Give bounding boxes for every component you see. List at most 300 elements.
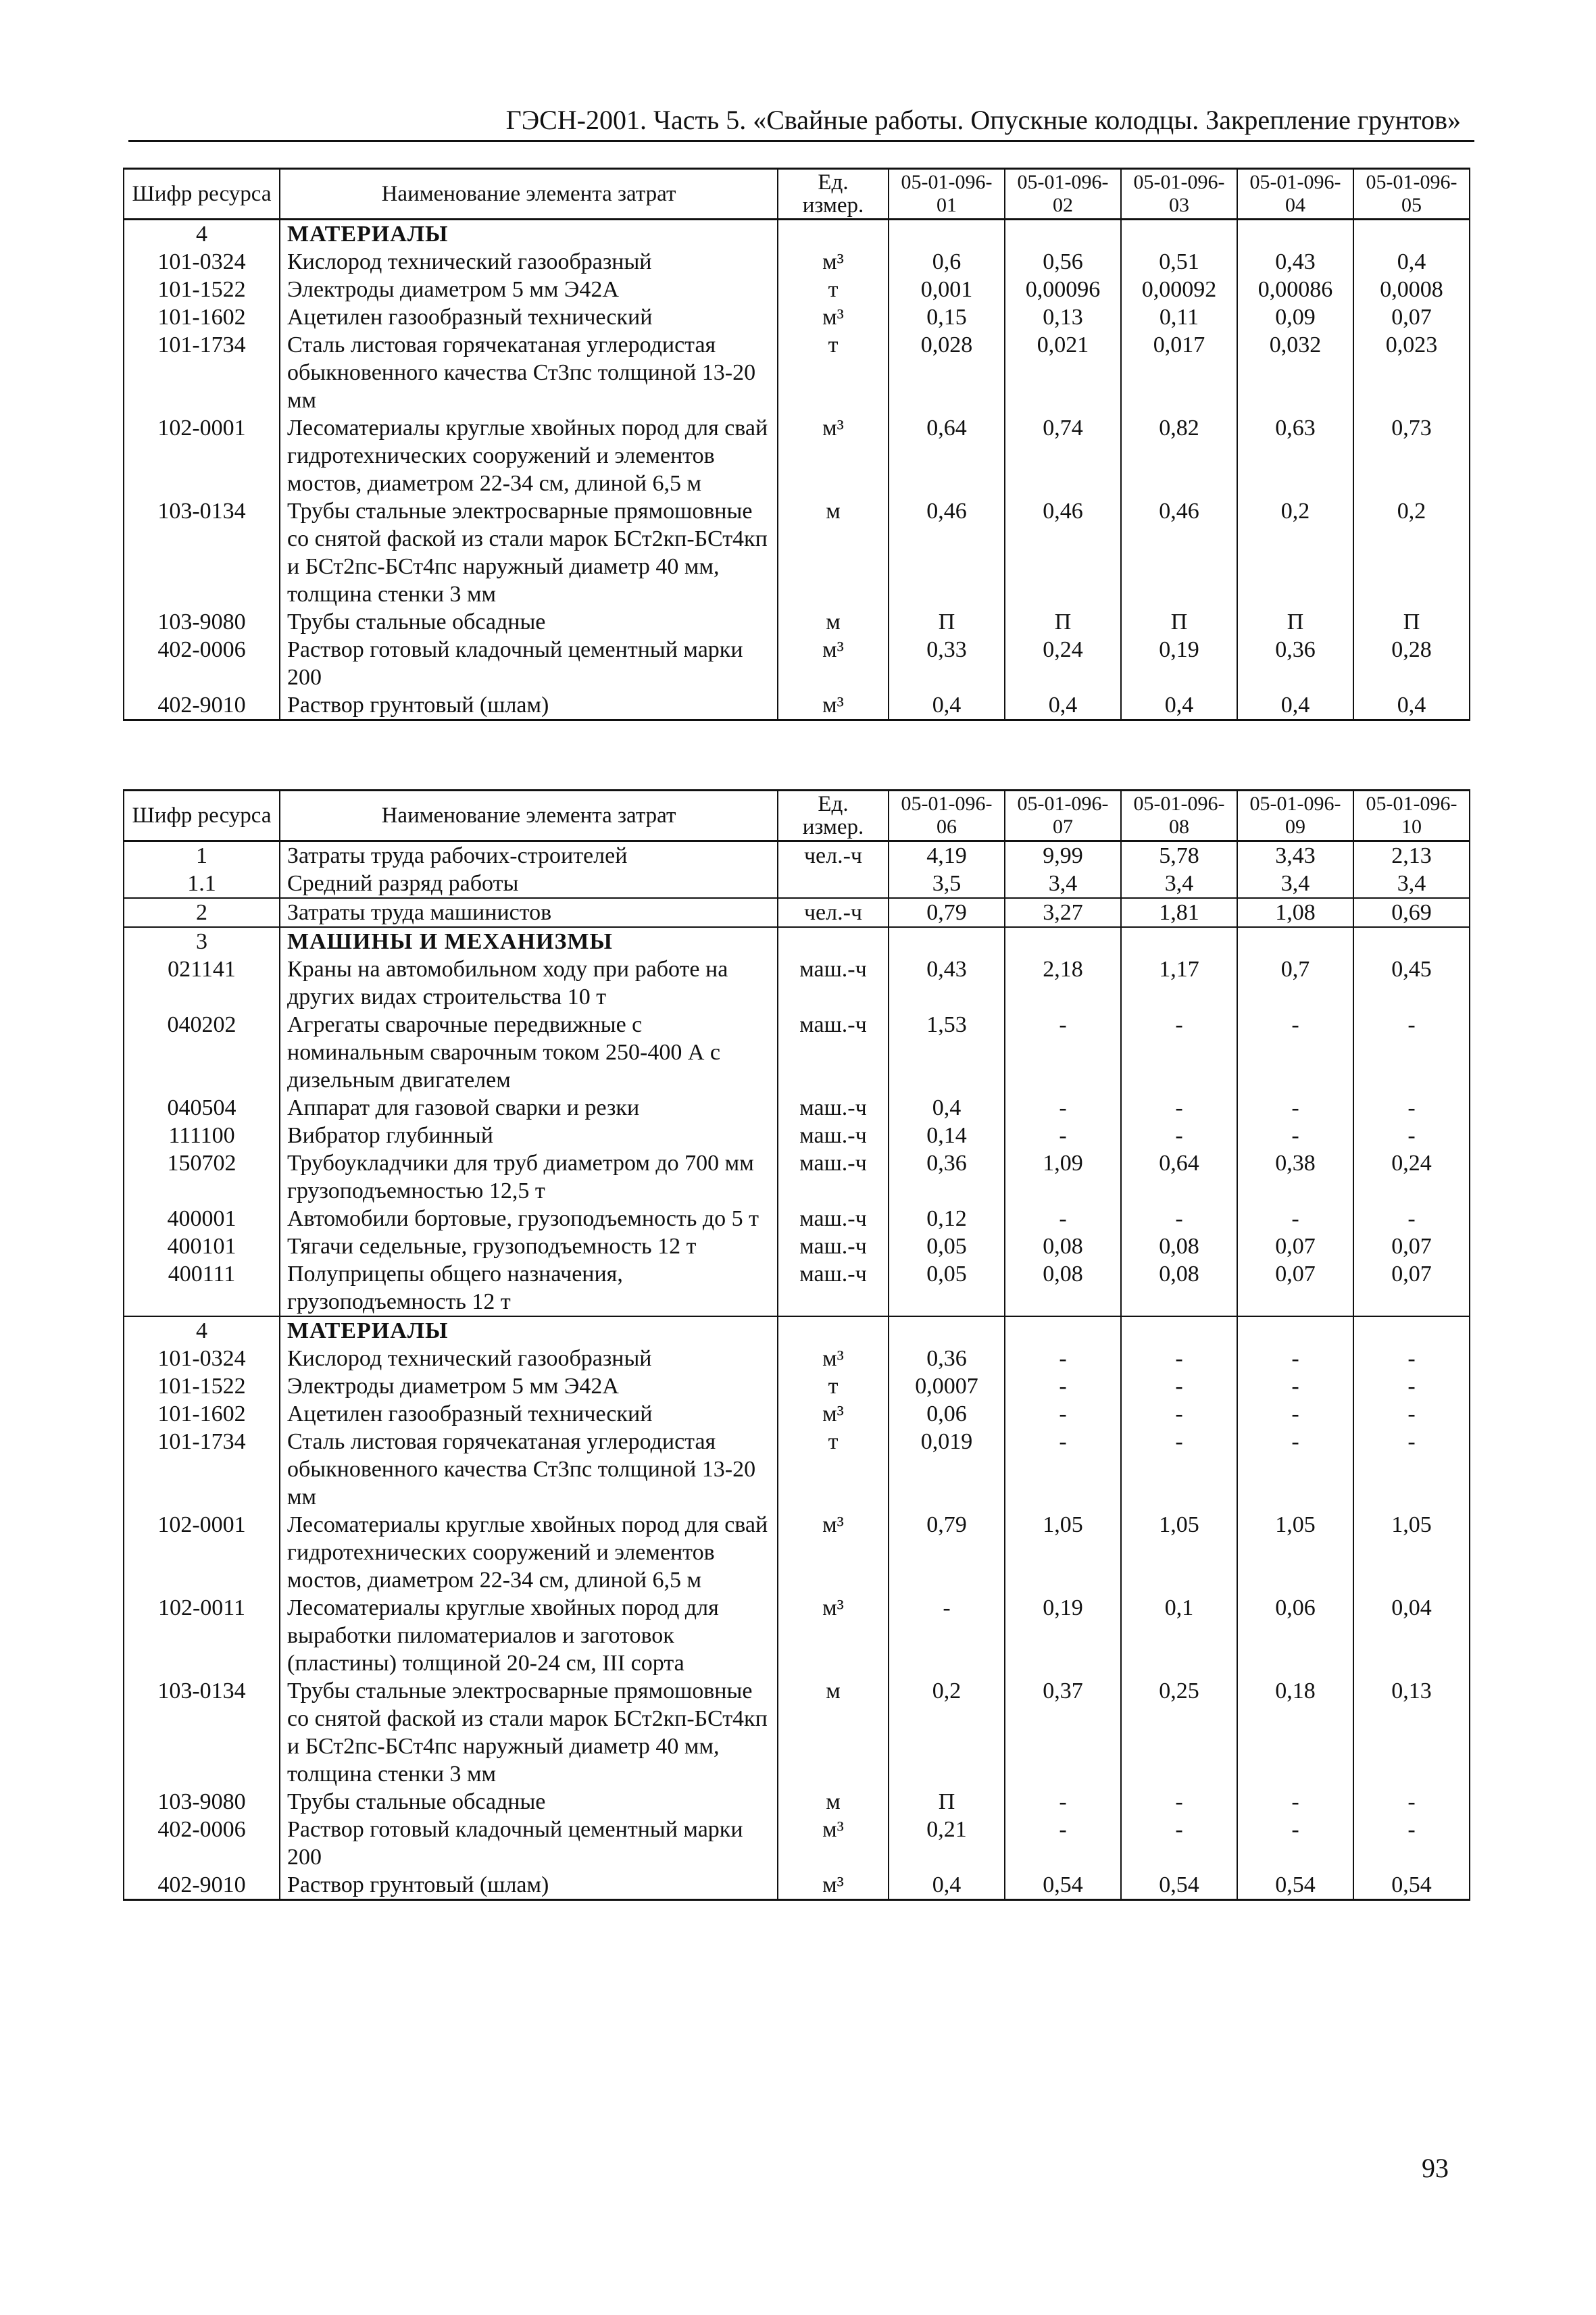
value-cell (1005, 1316, 1121, 1345)
resource-name: Тягачи седельные, грузоподъемность 12 т (280, 1233, 778, 1260)
value-cell: 0,13 (1353, 1677, 1470, 1788)
value-cell (889, 220, 1005, 249)
value-cell: 0,00092 (1121, 276, 1237, 303)
resource-code: 101-1734 (124, 1428, 280, 1511)
value-cell: 0,4 (1237, 691, 1353, 720)
resource-table-1-body (124, 169, 1470, 720)
value-cell: - (1237, 1345, 1353, 1372)
value-cell: - (1237, 1011, 1353, 1094)
table-row (124, 220, 1470, 249)
value-cell (1353, 1316, 1470, 1345)
value-cell: 0,19 (1121, 636, 1237, 691)
value-cell: - (1353, 1788, 1470, 1816)
table-row (124, 1149, 1470, 1205)
resource-name: Ацетилен газообразный технический (280, 303, 778, 331)
resource-code: 040504 (124, 1094, 280, 1122)
resource-name: Затраты труда рабочих-строителей (280, 841, 778, 870)
table-row (124, 1205, 1470, 1233)
resource-code: 2 (124, 898, 280, 927)
resource-code: 150702 (124, 1149, 280, 1205)
header-col-3: 05-01-096-08 (1121, 791, 1237, 841)
value-cell: - (1005, 1788, 1121, 1816)
unit-cell: маш.-ч (778, 1260, 889, 1316)
resource-code: 4 (124, 220, 280, 249)
table-row (124, 1316, 1470, 1345)
value-cell: 3,4 (1121, 870, 1237, 898)
value-cell: - (1353, 1011, 1470, 1094)
value-cell: 0,36 (889, 1345, 1005, 1372)
resource-name: Ацетилен газообразный технический (280, 1400, 778, 1428)
header-code: Шифр ресурса (124, 169, 280, 220)
resource-code: 103-9080 (124, 1788, 280, 1816)
resource-name: Автомобили бортовые, грузоподъемность до 5 т (280, 1205, 778, 1233)
resource-name: Полуприцепы общего назначения, грузоподъемность 12 т (280, 1260, 778, 1316)
value-cell: 3,27 (1005, 898, 1121, 927)
value-cell: - (1005, 1816, 1121, 1871)
unit-cell: т (778, 1428, 889, 1511)
unit-cell: м³ (778, 691, 889, 720)
value-cell: 0,07 (1353, 1233, 1470, 1260)
unit-cell: м³ (778, 1871, 889, 1900)
value-cell (1005, 220, 1121, 249)
resource-code: 103-0134 (124, 497, 280, 608)
resource-name: Затраты труда машинистов (280, 898, 778, 927)
resource-name: Электроды диаметром 5 мм Э42А (280, 276, 778, 303)
value-cell (889, 927, 1005, 955)
unit-cell (778, 870, 889, 898)
value-cell: 0,4 (1005, 691, 1121, 720)
value-cell: 0,24 (1005, 636, 1121, 691)
value-cell: - (1121, 1400, 1237, 1428)
value-cell: - (1005, 1345, 1121, 1372)
value-cell: 0,07 (1237, 1233, 1353, 1260)
value-cell: - (889, 1594, 1005, 1677)
resource-code: 3 (124, 927, 280, 955)
value-cell: 0,06 (889, 1400, 1005, 1428)
table-row (124, 1372, 1470, 1400)
value-cell: - (1353, 1816, 1470, 1871)
value-cell: 0,07 (1353, 1260, 1470, 1316)
value-cell: 0,1 (1121, 1594, 1237, 1677)
value-cell: 0,36 (1237, 636, 1353, 691)
resource-code: 102-0001 (124, 414, 280, 497)
resource-code: 021141 (124, 955, 280, 1011)
value-cell: 0,54 (1237, 1871, 1353, 1900)
value-cell: 0,25 (1121, 1677, 1237, 1788)
value-cell: - (1237, 1428, 1353, 1511)
resource-name: МАТЕРИАЛЫ (280, 1316, 778, 1345)
table-row (124, 1400, 1470, 1428)
value-cell: 0,15 (889, 303, 1005, 331)
value-cell: 0,4 (889, 691, 1005, 720)
header-col-5: 05-01-096-05 (1353, 169, 1470, 220)
unit-cell: м³ (778, 248, 889, 276)
value-cell: 0,43 (1237, 248, 1353, 276)
header-col-1: 05-01-096-01 (889, 169, 1005, 220)
value-cell: - (1237, 1816, 1353, 1871)
value-cell: П (1353, 608, 1470, 636)
unit-cell: маш.-ч (778, 1233, 889, 1260)
resource-code: 101-0324 (124, 1345, 280, 1372)
value-cell: - (1237, 1400, 1353, 1428)
table-row (124, 870, 1470, 898)
value-cell: 0,08 (1005, 1260, 1121, 1316)
table-row (124, 1677, 1470, 1788)
value-cell: - (1121, 1011, 1237, 1094)
header-col-3: 05-01-096-03 (1121, 169, 1237, 220)
value-cell: - (1005, 1372, 1121, 1400)
value-cell: 0,46 (1005, 497, 1121, 608)
value-cell: - (1005, 1011, 1121, 1094)
value-cell: - (1005, 1122, 1121, 1149)
value-cell: - (1005, 1428, 1121, 1511)
resource-code: 102-0011 (124, 1594, 280, 1677)
value-cell (1121, 220, 1237, 249)
unit-cell: т (778, 1372, 889, 1400)
resource-code: 402-9010 (124, 691, 280, 720)
value-cell: - (1121, 1345, 1237, 1372)
value-cell: 0,05 (889, 1233, 1005, 1260)
value-cell: 0,43 (889, 955, 1005, 1011)
value-cell: - (1353, 1428, 1470, 1511)
table-row (124, 955, 1470, 1011)
resource-code: 402-0006 (124, 1816, 280, 1871)
value-cell: 0,64 (889, 414, 1005, 497)
resource-name: МАТЕРИАЛЫ (280, 220, 778, 249)
value-cell (1237, 220, 1353, 249)
unit-cell: т (778, 276, 889, 303)
value-cell: 0,7 (1237, 955, 1353, 1011)
resource-table-2 (123, 789, 1470, 1901)
value-cell: 0,24 (1353, 1149, 1470, 1205)
resource-code: 400001 (124, 1205, 280, 1233)
unit-cell: м (778, 1677, 889, 1788)
value-cell: 0,79 (889, 1511, 1005, 1594)
value-cell: - (1005, 1205, 1121, 1233)
header-col-2: 05-01-096-02 (1005, 169, 1121, 220)
value-cell: 0,74 (1005, 414, 1121, 497)
resource-name: Средний разряд работы (280, 870, 778, 898)
table-row (124, 1511, 1470, 1594)
value-cell: 0,4 (1353, 248, 1470, 276)
value-cell: - (1237, 1205, 1353, 1233)
resource-name: Краны на автомобильном ходу при работе на других видах строительства 10 т (280, 955, 778, 1011)
table-header-row (124, 791, 1470, 841)
resource-name: Аппарат для газовой сварки и резки (280, 1094, 778, 1122)
resource-name: Лесоматериалы круглые хвойных пород для свай гидротехнических сооружений и элементов мостов, диаметром 22-34 см, длиной 6,5 м (280, 1511, 778, 1594)
unit-cell (778, 220, 889, 249)
value-cell (1121, 1316, 1237, 1345)
value-cell: 3,5 (889, 870, 1005, 898)
resource-code: 101-1522 (124, 1372, 280, 1400)
value-cell: 0,00096 (1005, 276, 1121, 303)
value-cell: 0,08 (1121, 1260, 1237, 1316)
unit-cell: м³ (778, 1345, 889, 1372)
value-cell: - (1121, 1205, 1237, 1233)
resource-name: Трубы стальные обсадные (280, 608, 778, 636)
value-cell: П (1121, 608, 1237, 636)
value-cell: 0,032 (1237, 331, 1353, 414)
value-cell: 0,023 (1353, 331, 1470, 414)
value-cell (1353, 220, 1470, 249)
unit-cell (778, 927, 889, 955)
value-cell (1121, 927, 1237, 955)
value-cell: - (1237, 1372, 1353, 1400)
header-col-2: 05-01-096-07 (1005, 791, 1121, 841)
unit-cell: м³ (778, 636, 889, 691)
table-row (124, 691, 1470, 720)
value-cell: 0,18 (1237, 1677, 1353, 1788)
resource-code: 400101 (124, 1233, 280, 1260)
resource-name: Трубы стальные обсадные (280, 1788, 778, 1816)
resource-code: 4 (124, 1316, 280, 1345)
value-cell: 4,19 (889, 841, 1005, 870)
value-cell: 0,021 (1005, 331, 1121, 414)
resource-table-2-body (124, 791, 1470, 1900)
header-unit: Ед. измер. (778, 169, 889, 220)
value-cell: - (1121, 1816, 1237, 1871)
unit-cell: маш.-ч (778, 1011, 889, 1094)
value-cell: 1,81 (1121, 898, 1237, 927)
value-cell: 0,13 (1005, 303, 1121, 331)
value-cell: 0,79 (889, 898, 1005, 927)
value-cell: П (889, 1788, 1005, 1816)
table-row (124, 303, 1470, 331)
header-col-1: 05-01-096-06 (889, 791, 1005, 841)
value-cell: - (1121, 1372, 1237, 1400)
resource-code: 1.1 (124, 870, 280, 898)
page-number: 93 (1422, 2153, 1449, 2183)
resource-code: 101-0324 (124, 248, 280, 276)
unit-cell: м³ (778, 1400, 889, 1428)
value-cell: 0,4 (889, 1094, 1005, 1122)
value-cell: 1,53 (889, 1011, 1005, 1094)
resource-name: Трубы стальные электросварные прямошовные со снятой фаской из стали марок БСт2кп-БСт4кп и БСт2пс-БСт4пс наружный диаметр 40 мм, толщина стенки 3 мм (280, 1677, 778, 1788)
unit-cell: маш.-ч (778, 1122, 889, 1149)
value-cell: 1,05 (1005, 1511, 1121, 1594)
header-name: Наименование элемента затрат (280, 169, 778, 220)
resource-code: 400111 (124, 1260, 280, 1316)
value-cell: 0,37 (1005, 1677, 1121, 1788)
value-cell: 0,028 (889, 331, 1005, 414)
resource-name: Раствор грунтовый (шлам) (280, 691, 778, 720)
value-cell: 0,36 (889, 1149, 1005, 1205)
unit-cell: м (778, 497, 889, 608)
value-cell: - (1121, 1122, 1237, 1149)
value-cell: - (1237, 1122, 1353, 1149)
resource-name: Раствор готовый кладочный цементный марки 200 (280, 1816, 778, 1871)
resource-code: 402-9010 (124, 1871, 280, 1900)
resource-code: 1 (124, 841, 280, 870)
value-cell: 0,45 (1353, 955, 1470, 1011)
value-cell: 0,04 (1353, 1594, 1470, 1677)
value-cell: 0,63 (1237, 414, 1353, 497)
table-row (124, 1428, 1470, 1511)
value-cell: 0,4 (1353, 691, 1470, 720)
value-cell: - (1353, 1094, 1470, 1122)
value-cell: 1,09 (1005, 1149, 1121, 1205)
resource-name: Лесоматериалы круглые хвойных пород для выработки пиломатериалов и заготовок (пластины) толщиной 20-24 см, III сорта (280, 1594, 778, 1677)
value-cell: 0,33 (889, 636, 1005, 691)
value-cell: 3,4 (1237, 870, 1353, 898)
unit-cell: т (778, 331, 889, 414)
value-cell: 0,46 (1121, 497, 1237, 608)
value-cell: 0,2 (889, 1677, 1005, 1788)
value-cell: 0,54 (1121, 1871, 1237, 1900)
value-cell: 0,2 (1237, 497, 1353, 608)
resource-code: 040202 (124, 1011, 280, 1094)
value-cell: 0,54 (1353, 1871, 1470, 1900)
value-cell: 0,11 (1121, 303, 1237, 331)
value-cell: 1,05 (1121, 1511, 1237, 1594)
value-cell: 1,17 (1121, 955, 1237, 1011)
resource-code: 111100 (124, 1122, 280, 1149)
value-cell: 0,38 (1237, 1149, 1353, 1205)
value-cell: - (1237, 1788, 1353, 1816)
value-cell (1005, 927, 1121, 955)
unit-cell: чел.-ч (778, 841, 889, 870)
value-cell: 0,07 (1353, 303, 1470, 331)
table-row (124, 1594, 1470, 1677)
value-cell: П (1005, 608, 1121, 636)
resource-code: 101-1602 (124, 303, 280, 331)
value-cell: - (1353, 1372, 1470, 1400)
resource-code: 402-0006 (124, 636, 280, 691)
value-cell: 0,019 (889, 1428, 1005, 1511)
value-cell: - (1237, 1094, 1353, 1122)
resource-table-1 (123, 168, 1470, 721)
unit-cell: маш.-ч (778, 955, 889, 1011)
page-header (128, 101, 1474, 142)
resource-name: Вибратор глубинный (280, 1122, 778, 1149)
table-row (124, 1871, 1470, 1900)
value-cell: П (1237, 608, 1353, 636)
header-col-4: 05-01-096-04 (1237, 169, 1353, 220)
resource-name: Кислород технический газообразный (280, 1345, 778, 1372)
resource-code: 103-0134 (124, 1677, 280, 1788)
value-cell: 2,18 (1005, 955, 1121, 1011)
value-cell (1353, 927, 1470, 955)
resource-name: Кислород технический газообразный (280, 248, 778, 276)
unit-cell (778, 1316, 889, 1345)
table-row (124, 1011, 1470, 1094)
value-cell: П (889, 608, 1005, 636)
table-row (124, 1233, 1470, 1260)
value-cell: - (1353, 1205, 1470, 1233)
unit-cell: м³ (778, 1511, 889, 1594)
unit-cell: м (778, 1788, 889, 1816)
value-cell: 1,05 (1237, 1511, 1353, 1594)
table-row (124, 1094, 1470, 1122)
resource-name: Сталь листовая горячекатаная углеродистая обыкновенного качества Ст3пс толщиной 13-20 мм (280, 1428, 778, 1511)
value-cell: - (1353, 1345, 1470, 1372)
resource-name: Трубоукладчики для труб диаметром до 700 мм грузоподъемностью 12,5 т (280, 1149, 778, 1205)
value-cell: 5,78 (1121, 841, 1237, 870)
value-cell: 0,09 (1237, 303, 1353, 331)
table-row (124, 1816, 1470, 1871)
value-cell: 2,13 (1353, 841, 1470, 870)
table-row (124, 1788, 1470, 1816)
header-col-5: 05-01-096-10 (1353, 791, 1470, 841)
table-row (124, 248, 1470, 276)
unit-cell: маш.-ч (778, 1149, 889, 1205)
value-cell: 3,4 (1353, 870, 1470, 898)
table-row (124, 276, 1470, 303)
value-cell: 0,05 (889, 1260, 1005, 1316)
value-cell: 0,2 (1353, 497, 1470, 608)
table-row (124, 927, 1470, 955)
table-row (124, 331, 1470, 414)
value-cell: 0,001 (889, 276, 1005, 303)
value-cell: 0,4 (889, 1871, 1005, 1900)
table-row (124, 608, 1470, 636)
value-cell: - (1353, 1122, 1470, 1149)
header-unit: Ед. измер. (778, 791, 889, 841)
value-cell: 0,51 (1121, 248, 1237, 276)
value-cell: 0,0007 (889, 1372, 1005, 1400)
resource-name: Лесоматериалы круглые хвойных пород для свай гидротехнических сооружений и элементов мостов, диаметром 22-34 см, длиной 6,5 м (280, 414, 778, 497)
value-cell: 3,43 (1237, 841, 1353, 870)
value-cell: 0,0008 (1353, 276, 1470, 303)
table-row (124, 497, 1470, 608)
value-cell: 0,4 (1121, 691, 1237, 720)
value-cell: 0,69 (1353, 898, 1470, 927)
resource-name: Раствор готовый кладочный цементный марки 200 (280, 636, 778, 691)
unit-cell: м³ (778, 1594, 889, 1677)
table-row (124, 414, 1470, 497)
value-cell: - (1121, 1428, 1237, 1511)
value-cell: 0,08 (1005, 1233, 1121, 1260)
value-cell: 0,08 (1121, 1233, 1237, 1260)
value-cell: 0,46 (889, 497, 1005, 608)
value-cell: 1,08 (1237, 898, 1353, 927)
unit-cell: чел.-ч (778, 898, 889, 927)
value-cell: 9,99 (1005, 841, 1121, 870)
value-cell: - (1353, 1400, 1470, 1428)
resource-code: 101-1602 (124, 1400, 280, 1428)
unit-cell: м³ (778, 414, 889, 497)
value-cell: - (1005, 1094, 1121, 1122)
unit-cell: м (778, 608, 889, 636)
value-cell: 0,06 (1237, 1594, 1353, 1677)
resource-name: Трубы стальные электросварные прямошовные со снятой фаской из стали марок БСт2кп-БСт4кп и БСт2пс-БСт4пс наружный диаметр 40 мм, толщина стенки 3 мм (280, 497, 778, 608)
table-row (124, 1345, 1470, 1372)
resource-name: Агрегаты сварочные передвижные с номинальным сварочным током 250-400 А с дизельным двигателем (280, 1011, 778, 1094)
table-row (124, 636, 1470, 691)
table-row (124, 841, 1470, 870)
value-cell: 1,05 (1353, 1511, 1470, 1594)
value-cell: 0,56 (1005, 248, 1121, 276)
value-cell (1237, 927, 1353, 955)
value-cell: 0,82 (1121, 414, 1237, 497)
value-cell: 0,14 (889, 1122, 1005, 1149)
resource-name: Электроды диаметром 5 мм Э42А (280, 1372, 778, 1400)
value-cell: 0,017 (1121, 331, 1237, 414)
value-cell: 0,64 (1121, 1149, 1237, 1205)
unit-cell: м³ (778, 303, 889, 331)
table-header-row (124, 169, 1470, 220)
value-cell: - (1121, 1094, 1237, 1122)
header-col-4: 05-01-096-09 (1237, 791, 1353, 841)
resource-code: 102-0001 (124, 1511, 280, 1594)
value-cell: 0,00086 (1237, 276, 1353, 303)
unit-cell: маш.-ч (778, 1205, 889, 1233)
resource-code: 101-1522 (124, 276, 280, 303)
value-cell: 0,07 (1237, 1260, 1353, 1316)
value-cell: 0,73 (1353, 414, 1470, 497)
page-header-title: ГЭСН-2001. Часть 5. «Свайные работы. Опускные колодцы. Закрепление грунтов» (505, 105, 1461, 135)
unit-cell: маш.-ч (778, 1094, 889, 1122)
